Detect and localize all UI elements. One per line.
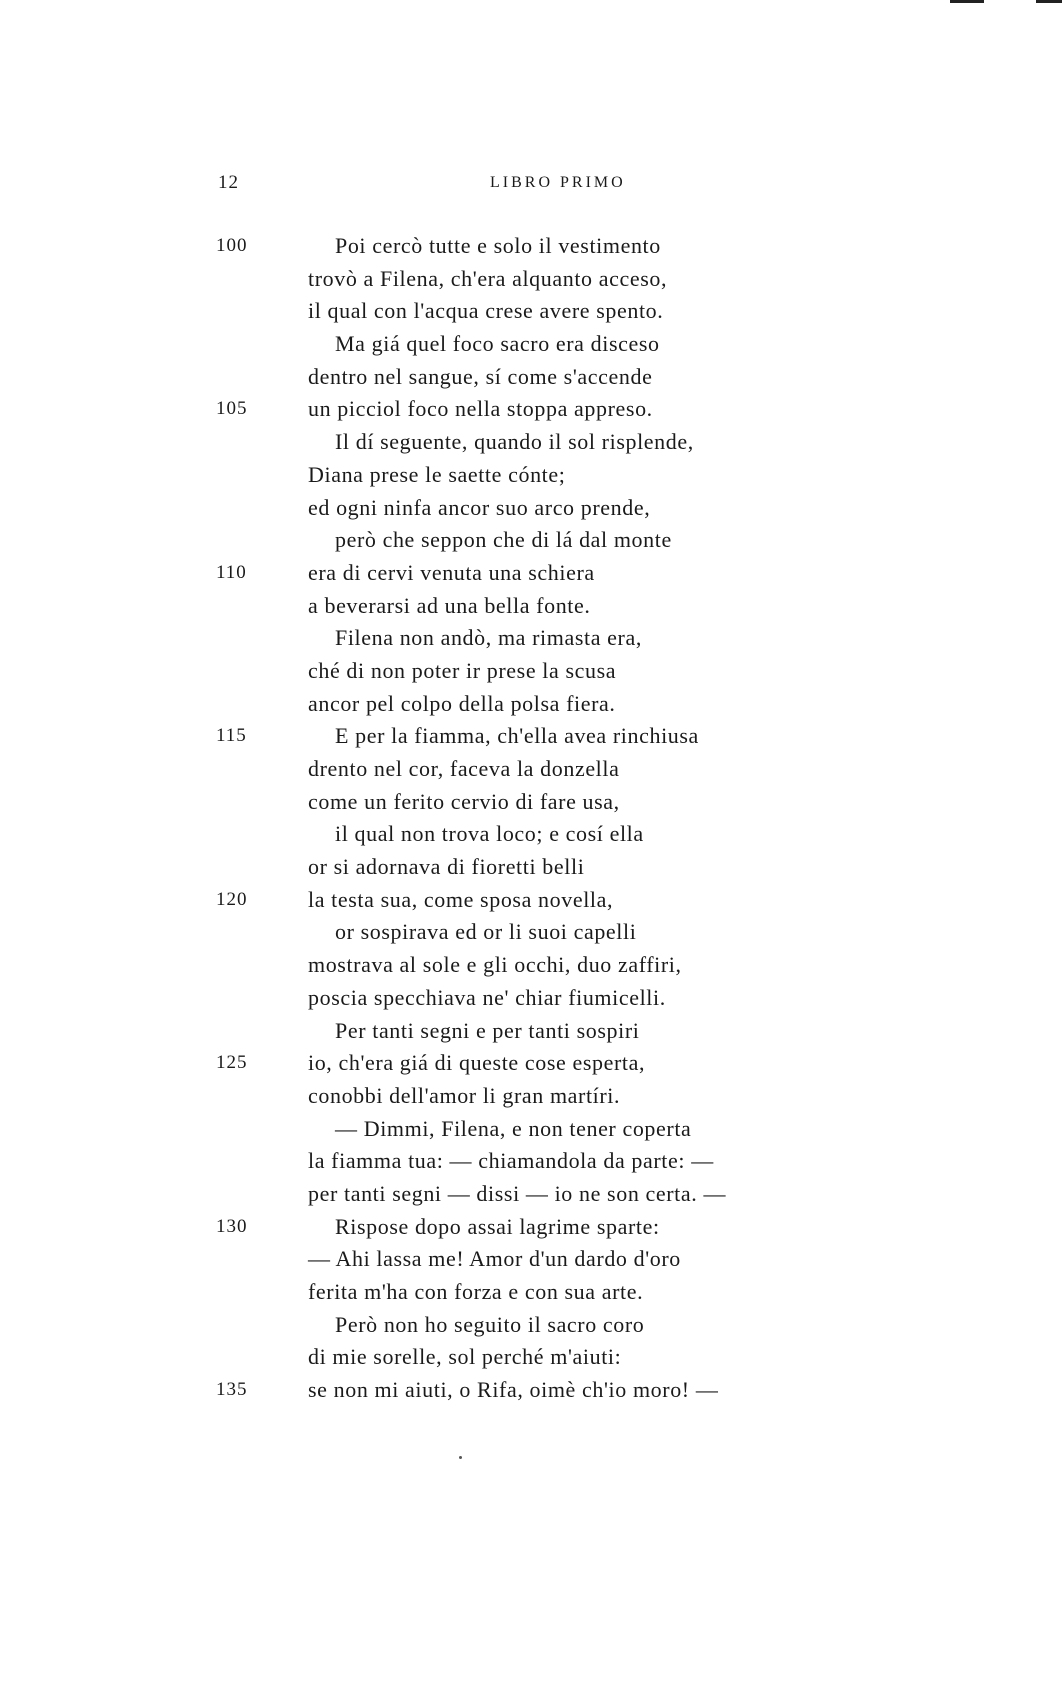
verse-text: Rispose dopo assai lagrime sparte: xyxy=(335,1213,660,1239)
line-number: 125 xyxy=(216,1052,248,1074)
verse-line xyxy=(0,1211,1062,1244)
verse-line xyxy=(0,1276,1062,1309)
verse-text: trovò a Filena, ch'era alquanto acceso, xyxy=(308,265,668,291)
verse-text: or si adornava di fioretti belli xyxy=(308,854,585,880)
verse-text: poscia specchiava ne' chiar fiumicelli. xyxy=(308,984,666,1010)
verse-text: ancor pel colpo della polsa fiera. xyxy=(308,690,616,716)
poem-text xyxy=(0,230,1062,1407)
verse-line xyxy=(0,1113,1062,1146)
verse-text: il qual non trova loco; e cosí ella xyxy=(335,821,644,847)
verse-line xyxy=(0,230,1062,263)
verse-line xyxy=(0,295,1062,328)
verse-text: Diana prese le saette cónte; xyxy=(308,461,566,487)
scan-edge-mark xyxy=(1036,0,1062,3)
verse-line xyxy=(0,524,1062,557)
verse-text: ed ogni ninfa ancor suo arco prende, xyxy=(308,494,651,520)
verse-line xyxy=(0,1309,1062,1342)
verse-line xyxy=(0,361,1062,394)
verse-line xyxy=(0,753,1062,786)
verse-line xyxy=(0,1047,1062,1080)
verse-text: un picciol foco nella stoppa appreso. xyxy=(308,396,653,422)
verse-text: Poi cercò tutte e solo il vestimento xyxy=(335,233,661,258)
verse-text: Ma giá quel foco sacro era disceso xyxy=(335,331,660,357)
verse-text: a beverarsi ad una bella fonte. xyxy=(308,592,591,618)
verse-text: dentro nel sangue, sí come s'accende xyxy=(308,363,653,389)
verse-text: Per tanti segni e per tanti sospiri xyxy=(335,1017,640,1043)
verse-line xyxy=(0,851,1062,884)
verse-line xyxy=(0,1341,1062,1374)
verse-line xyxy=(0,622,1062,655)
line-number: 105 xyxy=(216,398,248,420)
verse-text: io, ch'era giá di queste cose esperta, xyxy=(308,1050,646,1076)
verse-line xyxy=(0,459,1062,492)
verse-line xyxy=(0,426,1062,459)
verse-line xyxy=(0,590,1062,623)
verse-line xyxy=(0,655,1062,688)
verse-line xyxy=(0,720,1062,753)
line-number: 110 xyxy=(216,561,247,583)
line-number: 120 xyxy=(216,888,248,910)
verse-text: era di cervi venuta una schiera xyxy=(308,559,595,585)
verse-line xyxy=(0,1145,1062,1178)
verse-text: come un ferito cervio di fare usa, xyxy=(308,788,620,814)
verse-line xyxy=(0,818,1062,851)
verse-text: ché di non poter ir prese la scusa xyxy=(308,657,617,683)
verse-text: Il dí seguente, quando il sol risplende, xyxy=(335,429,694,455)
verse-text: — Dimmi, Filena, e non tener coperta xyxy=(335,1115,692,1141)
verse-line xyxy=(0,1015,1062,1048)
verse-line xyxy=(0,884,1062,917)
verse-line xyxy=(0,492,1062,525)
verse-line xyxy=(0,916,1062,949)
verse-text: la testa sua, come sposa novella, xyxy=(308,886,614,912)
verse-line xyxy=(0,393,1062,426)
verse-text: però che seppon che di lá dal monte xyxy=(335,527,672,553)
line-number: 100 xyxy=(216,235,248,256)
verse-text: Però non ho seguito il sacro coro xyxy=(335,1311,645,1337)
verse-line xyxy=(0,1080,1062,1113)
page-number: 12 xyxy=(218,172,239,193)
verse-text: mostrava al sole e gli occhi, duo zaffiri, xyxy=(308,952,682,978)
verse-line xyxy=(0,557,1062,590)
verse-text: drento nel cor, faceva la donzella xyxy=(308,756,620,781)
verse-line xyxy=(0,688,1062,721)
verse-line xyxy=(0,786,1062,819)
verse-text: la fiamma tua: — chiamandola da parte: — xyxy=(308,1148,714,1174)
verse-line xyxy=(0,1243,1062,1276)
line-number: 135 xyxy=(216,1379,248,1401)
verse-text: E per la fiamma, ch'ella avea rinchiusa xyxy=(335,723,699,749)
verse-text: di mie sorelle, sol perché m'aiuti: xyxy=(308,1344,622,1370)
verse-text: Filena non andò, ma rimasta era, xyxy=(335,625,642,651)
line-number: 115 xyxy=(216,725,247,747)
verse-line xyxy=(0,949,1062,982)
line-number: 130 xyxy=(216,1215,248,1237)
verse-text: se non mi aiuti, o Rifa, oimè ch'io moro! — xyxy=(308,1377,719,1403)
verse-line xyxy=(0,328,1062,361)
verse-line xyxy=(0,1374,1062,1407)
page-speck xyxy=(459,1456,462,1459)
running-title: LIBRO PRIMO xyxy=(490,174,626,191)
verse-text: il qual con l'acqua crese avere spento. xyxy=(308,298,664,324)
verse-text: per tanti segni — dissi — io ne son certa. — xyxy=(308,1180,727,1206)
verse-line xyxy=(0,1178,1062,1211)
verse-text: conobbi dell'amor li gran martíri. xyxy=(308,1082,621,1108)
verse-line xyxy=(0,982,1062,1015)
verse-line xyxy=(0,263,1062,296)
verse-text: — Ahi lassa me! Amor d'un dardo d'oro xyxy=(308,1246,681,1272)
scan-edge-mark xyxy=(950,0,984,3)
running-head xyxy=(0,172,1062,202)
verse-text: or sospirava ed or li suoi capelli xyxy=(335,919,637,945)
verse-text: ferita m'ha con forza e con sua arte. xyxy=(308,1279,644,1304)
